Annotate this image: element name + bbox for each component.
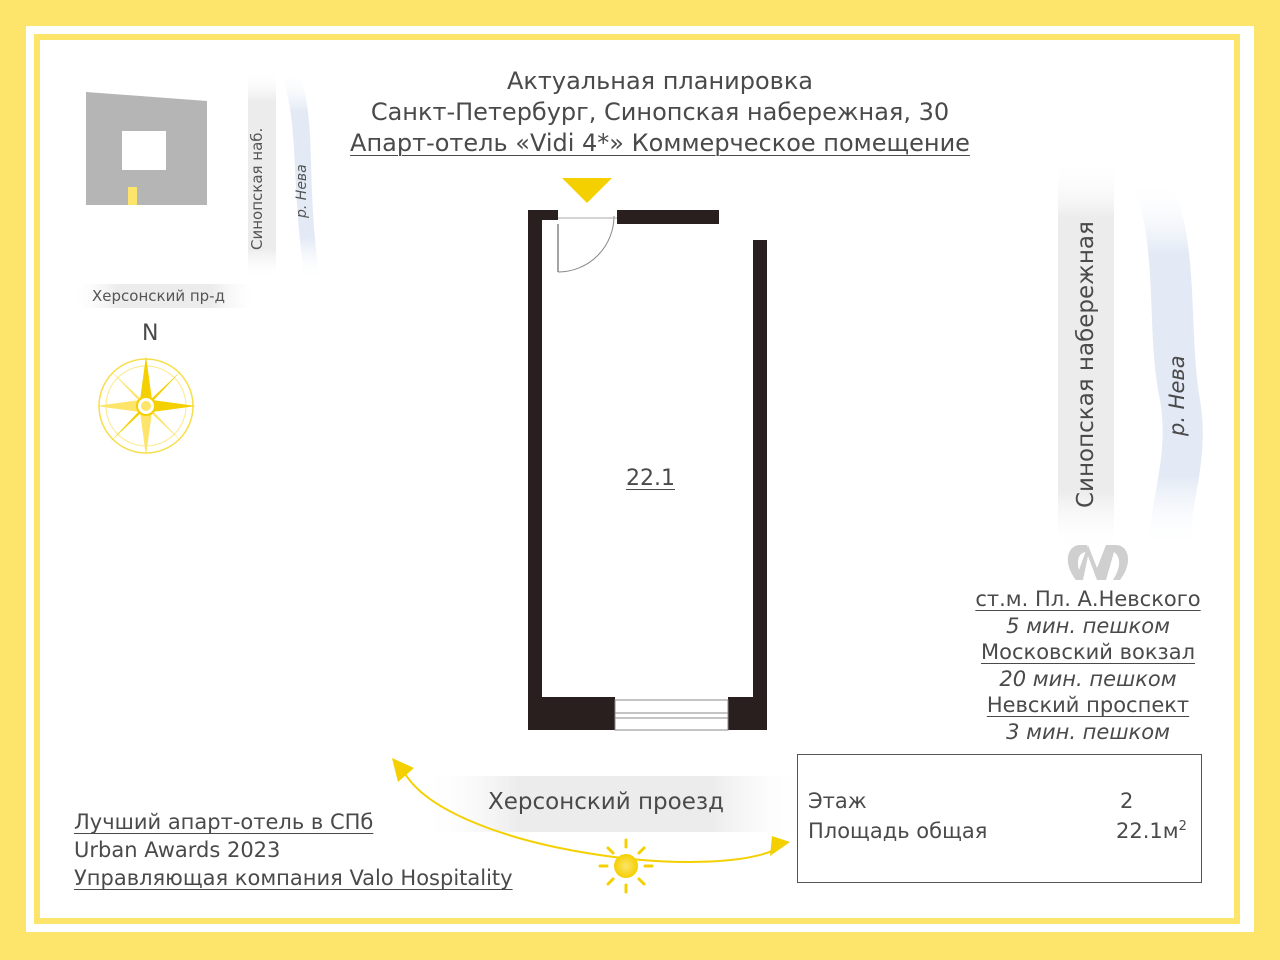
minimap <box>70 70 320 308</box>
metro-place2-time: 20 мин. пешком <box>999 666 1177 691</box>
compass-rose <box>96 356 196 456</box>
award-title[interactable]: Лучший апарт-отель в СПб <box>74 810 374 834</box>
minimap-courtyard <box>122 131 166 170</box>
metro-place3-time: 3 мин. пешком <box>1006 719 1170 744</box>
metro-station: ст.м. Пл. А.Невского <box>975 587 1201 611</box>
metro-icon <box>1068 545 1128 580</box>
floor-value: 2 <box>1120 789 1134 813</box>
metro-station-time: 5 мин. пешком <box>1006 613 1170 638</box>
metro-info <box>940 586 1236 745</box>
sun-path-arrow-end <box>770 836 790 856</box>
minimap-street-horizontal-label: Херсонский пр-д <box>92 287 225 305</box>
award-name: Urban Awards 2023 <box>74 838 281 862</box>
river-right-label: р. Нева <box>1165 355 1189 436</box>
area-label: Площадь общая <box>808 819 988 843</box>
award-block <box>74 808 513 892</box>
award-company[interactable]: Управляющая компания Valo Hospitality <box>74 866 513 890</box>
minimap-unit-marker <box>128 187 137 205</box>
area-value-unit-sup: 2 <box>1178 819 1187 834</box>
header-subtitle[interactable]: Апарт-отель «Vidi 4*» Коммерческое помещение <box>350 129 970 157</box>
header-title: Актуальная планировка <box>506 67 814 95</box>
sun-path-arrow-start <box>392 758 414 782</box>
room-area-label: 22.1 <box>626 466 675 491</box>
area-value <box>1116 819 1187 843</box>
entrance-marker <box>562 178 612 203</box>
floor-label: Этаж <box>808 789 867 813</box>
header <box>330 66 990 159</box>
info-box <box>797 754 1202 883</box>
sun-icon <box>600 840 652 892</box>
metro-place3: Невский проспект <box>986 693 1190 717</box>
minimap-river-label: р. Нева <box>294 164 310 218</box>
street-bottom-label: Херсонский проезд <box>488 789 724 815</box>
street-right-label: Синопская набережная <box>1073 221 1099 508</box>
compass-north-label: N <box>142 321 159 346</box>
area-value-number: 22.1м <box>1116 819 1179 843</box>
minimap-street-vertical-label: Синопская наб. <box>248 127 266 250</box>
header-address: Санкт-Петербург, Синопская набережная, 30 <box>370 98 950 126</box>
metro-place2: Московский вокзал <box>981 640 1195 664</box>
